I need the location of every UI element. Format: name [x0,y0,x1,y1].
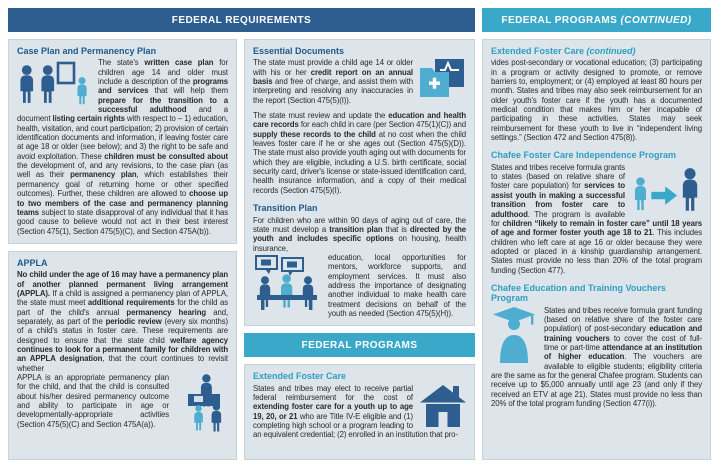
family-with-document-icon [17,59,91,105]
federal-programs-header-bar [244,333,475,357]
case-plan-text: The state's written case plan for children age 14 and older must include a description of the programs and services that will help them prepare for the transition to a successful adulthood and a document listing certain rights with respect to – 1) education, health, visitation, and court participation; 2) provision of certain identification documents and information, if leaving foster care at age 18 or older (see below); and 3) the right to be safe and avoid exploitation. These children must be consulted about the development of, and any revisions, to the case plan (as well as their permanency plan, which establishes their permanency goal of returning home or other specified outcomes). Further, these children are allowed to choose up to two members of the case and permanency planning teams subject to state disapproval of any individual that it has good cause to believe would not act in their best interest (Section 475(1), Section 475(5)(C), and Section 475A(b)). [17,58,229,236]
essential-documents-text-2: The state must review and update the education and health care records for each child in care (per Section 475(1)(C)) and supply these records to the child at no cost when the child leaves foster care if he or she ages out (Section 475(5)(D)). The state must also provide youth aging out with documents for which they are eligible, including a U.S. birth certificate, social security card, driver's license or state-issued identification card, health insurance information, and a copy of their medical records (Section 475(5)(I). [253,111,466,195]
house-icon [420,385,466,427]
appla-heading: APPLA [17,257,48,268]
transition-plan-heading: Transition Plan [253,203,318,214]
federal-programs-header-label: FEDERAL PROGRAMS [301,339,418,351]
extended-foster-care-heading: Extended Foster Care [253,371,347,382]
chafee-etv-text: States and tribes receive formula grant funding (based on relative share of the foster care population) of post-secondary education and training vouchers to cover the cost of full-time or part-time attendance at an institution of higher education. The vouchers are available to eligible students; eligibility criteria are the same as for the general Chafee program. Students can receive up to $5,000 annually until age 23 (and only if they received an ETV at age 21). States must provide no less than 20% of the total program funding (Section 477(i)). [491,305,702,409]
appla-text-part2: APPLA is an appropriate permanency plan for the child, and that the child is consulted about his/her desired permanency outcome and ability to participate in age or developmentally-appropriate activities (Section 475(5)(C) and Section 475A(a)). [17,373,228,429]
federal-requirements-column [8,39,237,460]
federal-requirements-header-label: FEDERAL REQUIREMENTS [171,14,312,26]
child-to-adult-arrow-icon [632,164,702,216]
extended-foster-care-continued-heading: Extended Foster Care (continued) [491,46,636,56]
middle-column [244,39,475,460]
judge-with-children-icon [176,374,228,432]
case-plan-section [8,39,237,244]
chafee-etv-heading: Chafee Education and Training Vouchers Program [491,282,666,304]
extended-foster-care-section [244,364,475,460]
federal-programs-continued-panel [482,39,711,460]
transition-plan-text-rest: education, local opportunities for mentors, workforce supports, and employment services. It must also address the importance of designating another individual to make health care treatment decisions on behalf of the youth as needed (Section 475(5)(H)). [253,253,466,318]
extended-foster-care-continued-text: vides post-secondary or vocational education; (3) participating in a program or activity designed to promote, or remove barriers to, employment; or (4) employed at least 80 hours per month. States and tribes may also seek reimbursement for an older youth's foster care if the youth has a documented medical condition that makes him or her incapable of participating in these activities. States may seek reimbursement for these youth to live in “independent living settings.” (Section 472 and Section 475(8)). [491,58,702,143]
chafee-independence-text: States and tribes receive formula grants to states (based on relative share of foster care population) for services to assist youth in making a successful transition from foster care to adulthood. The program is available for children “likely to remain in foster care” until 18 years of age and former foster youth age 18 to 21. This includes children who left care at age 16 or older because they were adopted or placed in a kinship guardianship arrangement. States must provide no less than 20% of the total program funding (Section 477). [491,162,702,275]
graduate-icon [491,307,537,363]
case-plan-heading: Case Plan and Permanency Plan [17,46,157,56]
essential-documents-heading: Essential Documents [253,46,345,56]
federal-requirements-header-bar [8,8,475,32]
medical-records-folder-icon [420,59,466,99]
group-meeting-icon [253,254,321,310]
appla-text-part1: No child under the age of 16 may have a permanency plan of another planned permanent living arrangement (APPLA). If a child is assigned a permanency plan of APPLA, the state must meet additional requirements for the child as part of the child's annual permanency hearing and, separately, as part of the periodic review (every six months) of a child's status in foster care. These requirements are designed to ensure that the state child welfare agency continues to look for a permanent family for children with an APPLA designation, that the court continues to revisit whether [17,270,229,373]
chafee-independence-heading: Chafee Foster Care Independence Program [491,150,677,161]
essential-documents-and-transition-section [244,39,475,326]
federal-programs-continued-header-bar [482,8,711,32]
appla-section [8,251,237,460]
essential-documents-text-1: The state must provide a child age 14 or older with his or her credit report on an annual basis and free of charge, and assist them with interpreting and resolving any inaccuracies in the report (Section 475(5)(I)). [253,58,466,105]
transition-plan-text-intro: For children who are within 90 days of aging out of care, the state must develop a transition plan that is directed by the youth and includes specific options on housing, health insurance, [253,215,466,253]
federal-programs-continued-header-label: FEDERAL PROGRAMS (CONTINUED) [501,14,692,26]
extended-foster-care-text: States and tribes may elect to receive partial federal reimbursement for the cost of extending foster care for a youth up to age 19, 20, or 21 who are Title IV-E eligible and (1) completing high school or a program leading to an equivalent credential; (2) enrolled in an institution that pro- [253,384,466,440]
